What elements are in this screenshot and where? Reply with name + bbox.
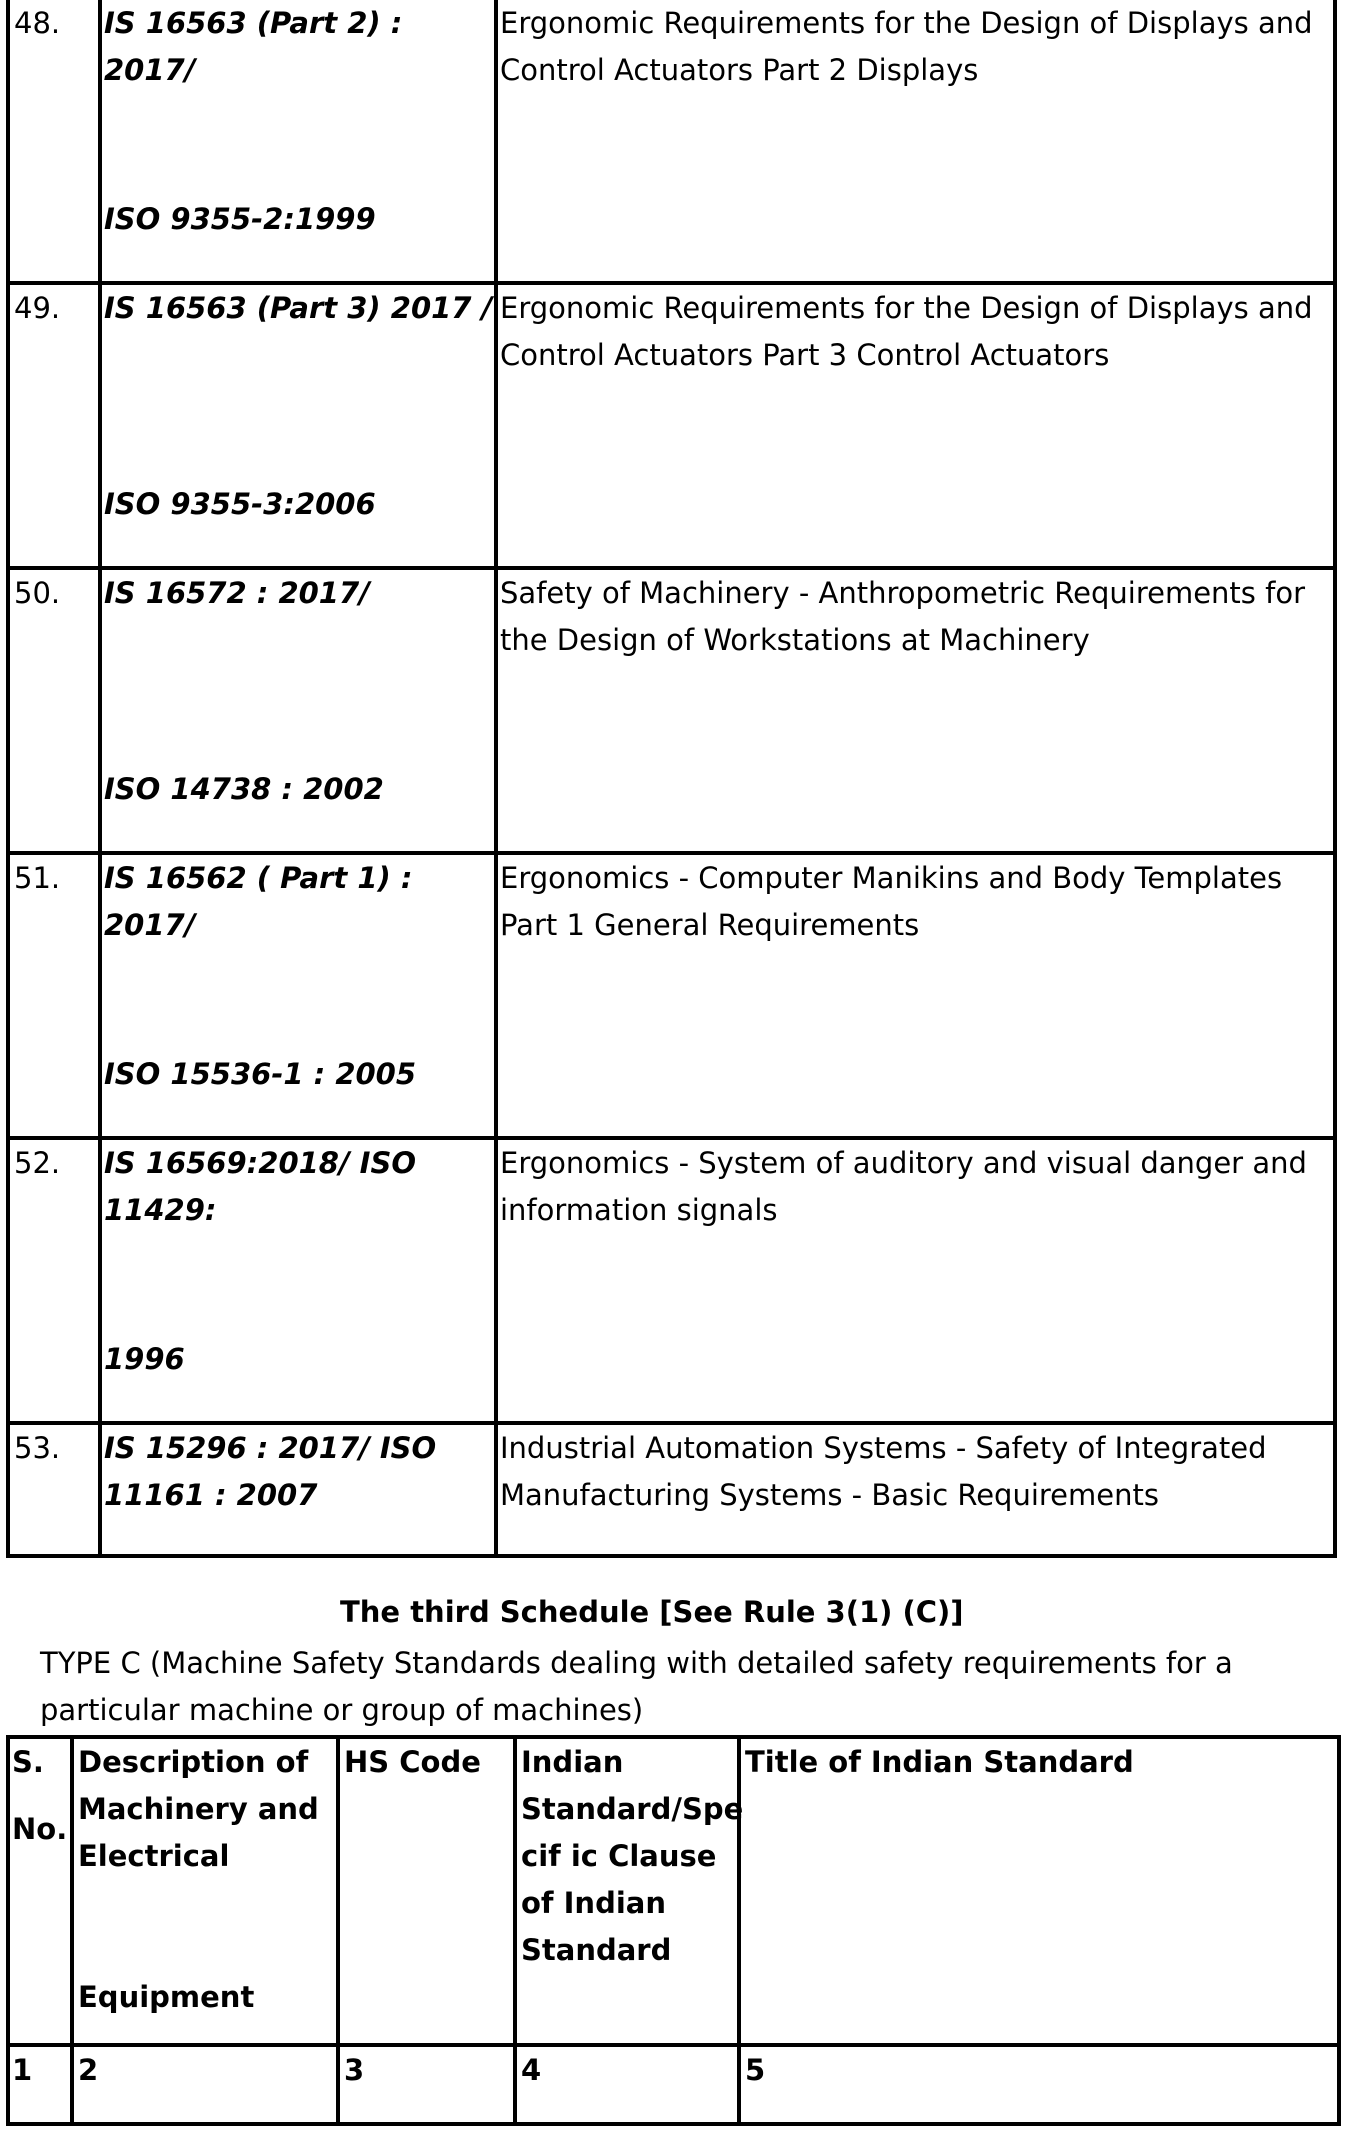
- description-header-top: Description of Machinery and Electrical: [78, 1745, 319, 1873]
- standards-table: [6, 0, 1337, 1558]
- table-row: [10, 285, 1333, 570]
- table-row: [10, 570, 1333, 855]
- row-number: 50.: [10, 570, 102, 851]
- standard-code-cell: [102, 855, 498, 1136]
- table-row: [10, 1425, 1333, 1554]
- standard-title: Industrial Automation Systems - Safety of Integrated Manufacturing Systems - Basic Requirements: [500, 1431, 1267, 1512]
- standard-code-top: IS 16572 : 2017/: [104, 576, 370, 610]
- standard-code-top: IS 16562 ( Part 1) : 2017/: [104, 861, 413, 942]
- type-c-intro: TYPE C (Machine Safety Standards dealing with detailed safety requirements for a particular machine or group of machines): [40, 1646, 1233, 1727]
- standard-code-top: IS 16563 (Part 2) : 2017/: [104, 6, 403, 87]
- row-number: 52.: [10, 1140, 102, 1421]
- column-number: 1: [10, 2047, 74, 2122]
- standard-code-top: IS 15296 : 2017/ ISO 11161 : 2007: [104, 1431, 437, 1512]
- standard-code-bottom: ISO 9355-2:1999: [104, 202, 376, 236]
- row-number: 48.: [10, 0, 102, 281]
- schedule-heading: The third Schedule [See Rule 3(1) (C)]: [340, 1595, 964, 1629]
- standard-code-top: IS 16569:2018/ ISO 11429:: [104, 1146, 416, 1227]
- column-number: 5: [745, 2053, 766, 2087]
- standard-title: Ergonomic Requirements for the Design of Displays and Control Actuators Part 3 Control Actuators: [500, 291, 1313, 372]
- table-row: [10, 0, 1333, 285]
- sno-header-line2: No.: [12, 1812, 68, 1846]
- standard-code-bottom: ISO 15536-1 : 2005: [104, 1057, 417, 1091]
- sno-header: [10, 1739, 74, 2043]
- table-row: [10, 1140, 1333, 1425]
- description-header-bottom: Equipment: [78, 1980, 255, 2014]
- standard-title: Ergonomics - Computer Manikins and Body Templates Part 1 General Requirements: [500, 861, 1283, 942]
- standard-code-top: IS 16563 (Part 3) 2017 /: [104, 291, 493, 325]
- description-header: [74, 1739, 340, 2043]
- type-c-table: [6, 1735, 1341, 2126]
- table-row: [10, 855, 1333, 1140]
- column-number: 4: [517, 2047, 741, 2122]
- table-header-row: [10, 1739, 1337, 2047]
- column-number-row: [10, 2047, 1337, 2122]
- standard-code-cell: [102, 285, 498, 566]
- column-number: 2: [74, 2047, 340, 2122]
- standard-code-bottom: 1996: [104, 1342, 185, 1376]
- title-header: Title of Indian Standard: [745, 1745, 1134, 1779]
- standard-code-bottom: ISO 14738 : 2002: [104, 772, 384, 806]
- column-number: 3: [340, 2047, 517, 2122]
- standard-code-bottom: ISO 9355-3:2006: [104, 487, 376, 521]
- standard-code-cell: [102, 1425, 498, 1554]
- standard-code-cell: [102, 570, 498, 851]
- hs-code-header: HS Code: [340, 1739, 517, 2043]
- standard-title: Ergonomics - System of auditory and visual danger and information signals: [500, 1146, 1307, 1227]
- standard-code-cell: [102, 0, 498, 281]
- row-number: 53.: [10, 1425, 102, 1554]
- standard-code-cell: [102, 1140, 498, 1421]
- sno-header-line1: S.: [12, 1745, 44, 1779]
- row-number: 51.: [10, 855, 102, 1136]
- row-number: 49.: [10, 285, 102, 566]
- indian-standard-header: Indian Standard/Spe cif ic Clause of Indian Standard: [517, 1739, 741, 2043]
- standard-title: Ergonomic Requirements for the Design of Displays and Control Actuators Part 2 Displays: [500, 6, 1313, 87]
- standard-title: Safety of Machinery - Anthropometric Requirements for the Design of Workstations at Machinery: [500, 576, 1305, 657]
